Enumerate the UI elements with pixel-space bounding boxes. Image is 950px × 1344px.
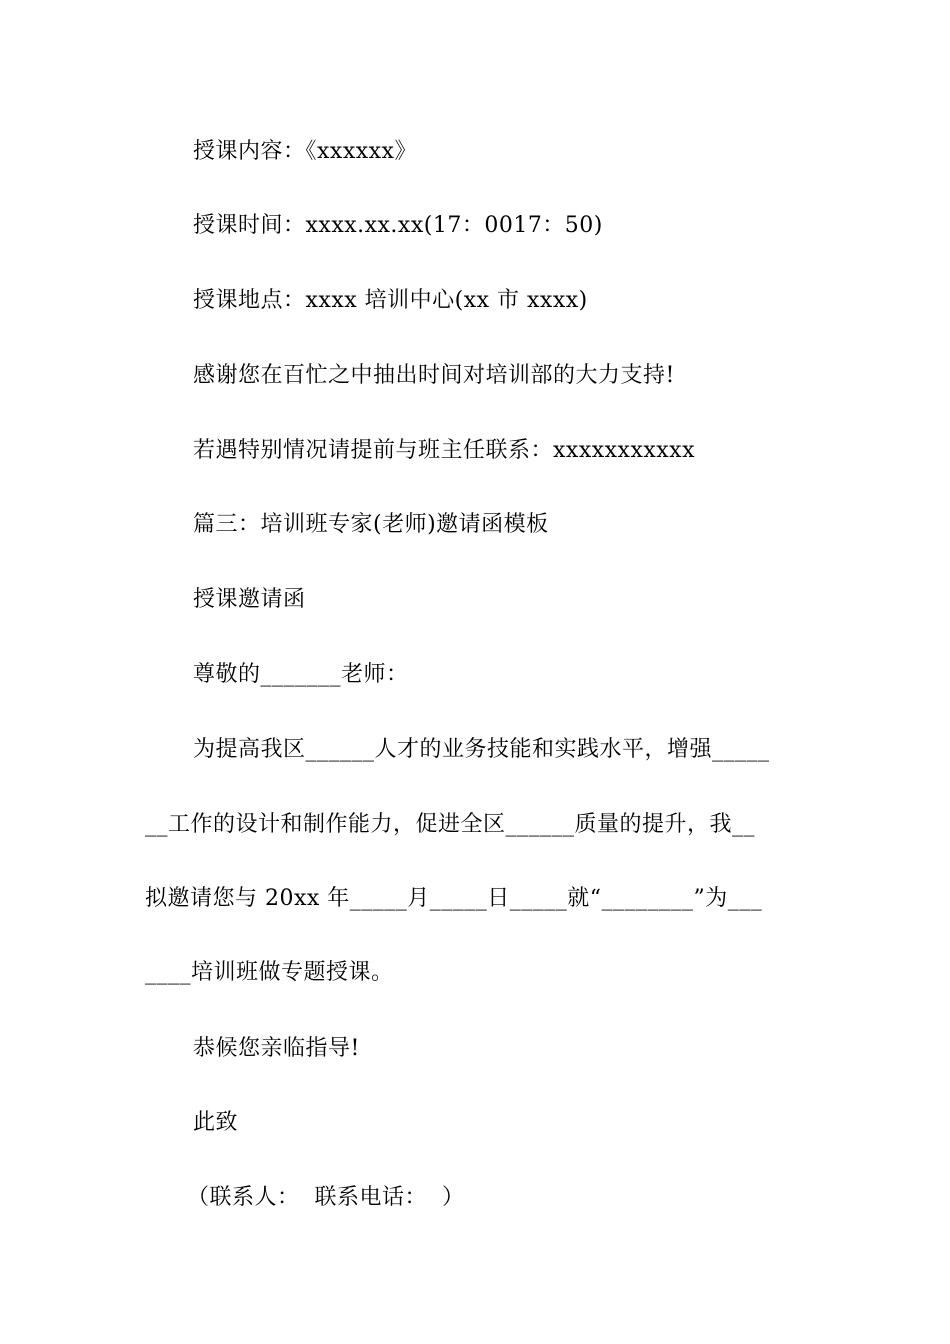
course-location-line: 授课地点：xxxx 培训中心(xx 市 xxxx) (193, 288, 588, 313)
closing-line: 恭候您亲临指导! (193, 1036, 360, 1061)
course-time-line: 授课时间：xxxx.xx.xx(17：0017：50) (193, 213, 603, 238)
body-paragraph-line-1: 为提高我区______人才的业务技能和实践水平，增强_____ (193, 737, 770, 762)
letter-title: 授课邀请函 (193, 587, 306, 612)
body-paragraph-line-4: ____培训班做专题授课。 (145, 960, 394, 985)
salutation-line: 尊敬的_______老师： (193, 662, 409, 687)
course-content-line: 授课内容：《xxxxxx》 (193, 139, 417, 164)
thanks-line: 感谢您在百忙之中抽出时间对培训部的大力支持! (193, 363, 675, 388)
body-paragraph-line-3: 拟邀请您与 20xx 年_____月_____日_____就“________”为___ (145, 886, 763, 911)
contact-notice-line: 若遇特别情况请提前与班主任联系：xxxxxxxxxxx (193, 438, 695, 463)
body-paragraph-line-2: __工作的设计和制作能力，促进全区______质量的提升，我__ (145, 812, 756, 837)
section-heading: 篇三：培训班专家(老师)邀请函模板 (193, 512, 549, 537)
regards-line: 此致 (193, 1110, 239, 1135)
contact-info-line: （联系人： 联系电话： ） (187, 1185, 465, 1210)
